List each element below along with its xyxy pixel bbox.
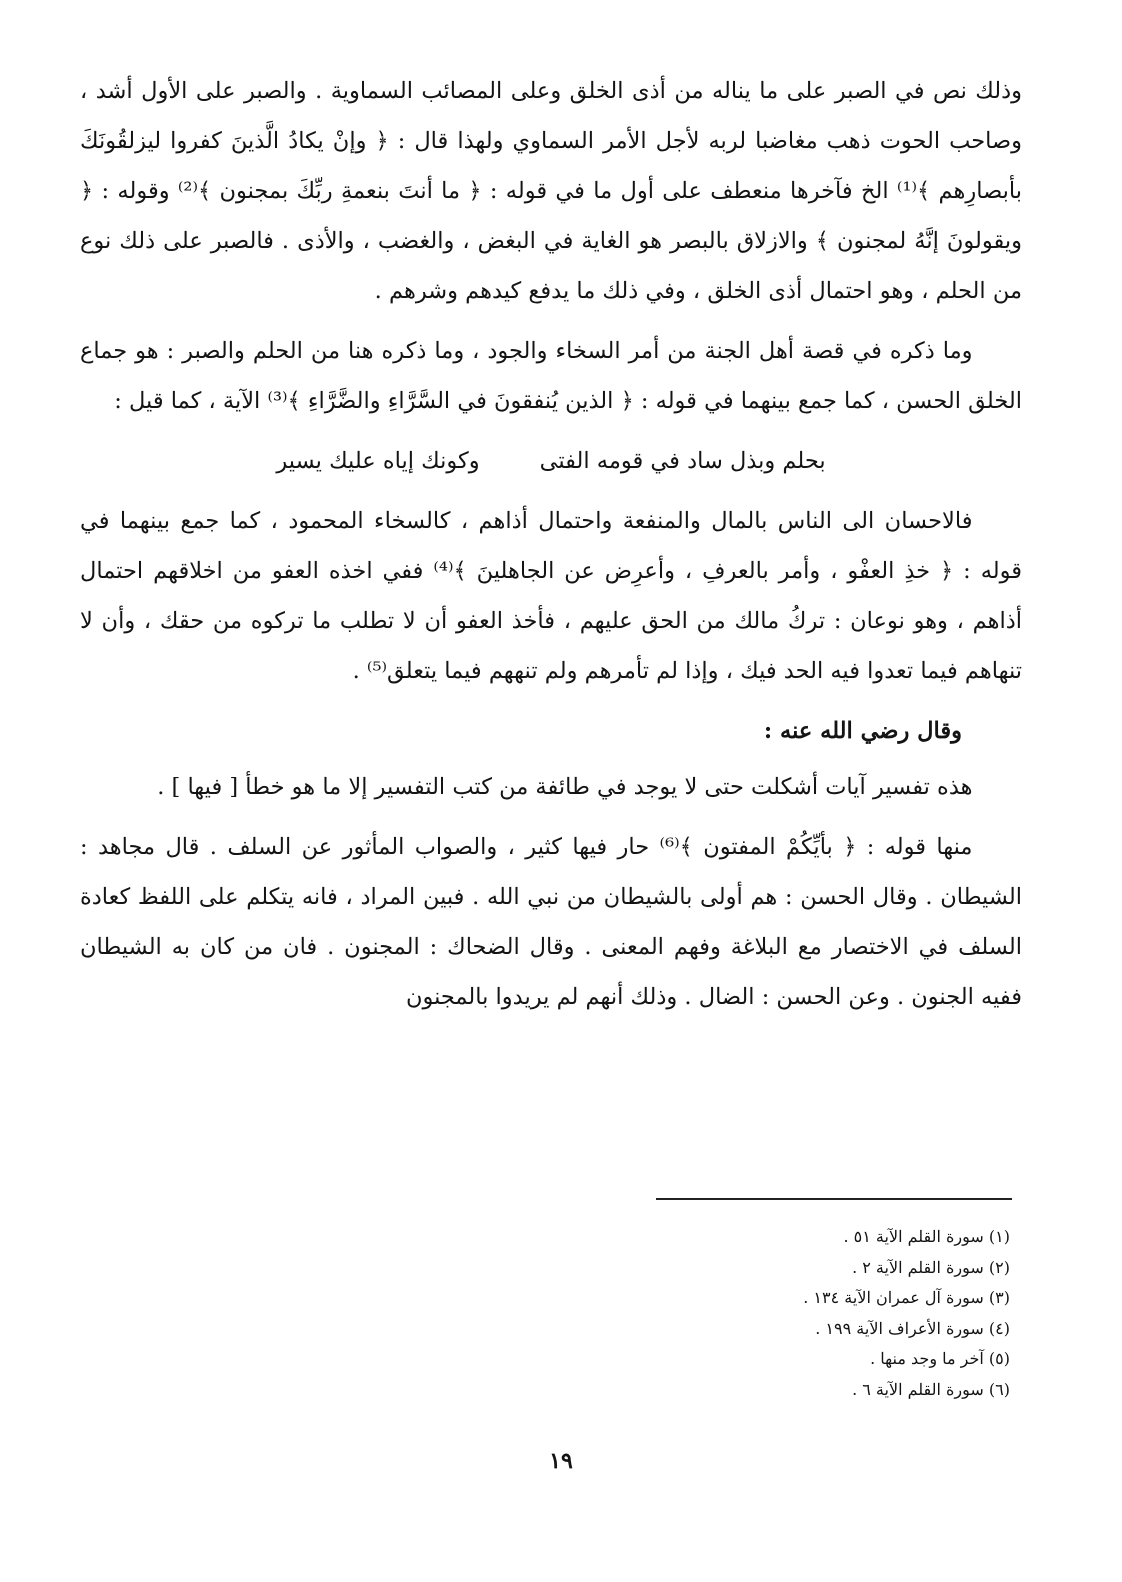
section-heading: وقال رضي الله عنه : — [763, 718, 962, 744]
footnote-5: (٥) آخر ما وجد منها . — [870, 1349, 1010, 1368]
footnotes-list — [510, 1222, 1010, 1405]
footnote-1: (١) سورة القلم الآية ٥١ . — [843, 1227, 1010, 1246]
paragraph-4: هذه تفسير آيات أشكلت حتى لا يوجد في طائفة من كتب التفسير إلا ما هو خطأ [ فيها ] . — [157, 774, 973, 800]
poetry-verse — [80, 436, 1022, 486]
verse-first-hemistich: بحلم وبذل ساد في قومه الفتى — [539, 448, 826, 474]
footnote-6: (٦) سورة القلم الآية ٦ . — [852, 1379, 1010, 1399]
paragraph-2: وما ذكره في قصة أهل الجنة من أمر السخاء والجود ، وما ذكره هنا من الحلم والصبر : هو جماع الخلق الحسن ، كما جمع بينهما في قوله : ﴿ الذين يُنفقونَ في السَّرَّاءِ والضَّرَّاءِ ﴾⁽³⁾ الآية ، كما قيل : — [80, 338, 1022, 414]
footnote-3: (٣) سورة آل عمران الآية ١٣٤ . — [803, 1288, 1010, 1307]
page-number: ١٩ — [549, 1448, 573, 1474]
footnote-divider — [656, 1198, 1012, 1200]
verse-second-hemistich: وكونك إياه عليك يسير — [276, 448, 480, 474]
footnote-2: (٢) سورة القلم الآية ٢ . — [852, 1257, 1010, 1277]
paragraph-5: منها قوله : ﴿ بأيِّكُمْ المفتون ﴾⁽⁶⁾ حار فيها كثير ، والصواب المأثور عن السلف . قال مجاهد : الشيطان . وقال الحسن : هم أولى بالشيطان من نبي الله . فبين المراد ، فانه يتكلم على اللفظ كعادة السلف في الاختصار مع البلاغة وفهم المعنى . وقال الضحاك : المجنون . فان من كان به الشيطان ففيه الجنون . وعن الحسن : الضال . وذلك أنهم لم يريدوا بالمجنون — [80, 834, 1022, 1010]
paragraph-1: وذلك نص في الصبر على ما يناله من أذى الخلق وعلى المصائب السماوية . والصبر على الأول أشد ، وصاحب الحوت ذهب مغاضبا لربه لأجل الأمر السماوي ولهذا قال : ﴿ وإنْ يكادُ الَّذينَ كفروا ليزلقُونَكَ بأبصارِهم ﴾⁽¹⁾ الخ فآخرها منعطف على أول ما في قوله : ﴿ ما أنتَ بنعمةِ ربِّكَ بمجنون ﴾⁽²⁾ وقوله : ﴿ ويقولونَ إنَّهُ لمجنون ﴾ والازلاق بالبصر هو الغاية في البغض ، والغضب ، والأذى . فالصبر على ذلك نوع من الحلم ، وهو احتمال أذى الخلق ، وفي ذلك ما يدفع كيدهم وشرهم . — [80, 78, 1022, 304]
main-text — [80, 66, 1022, 1032]
footnote-4: (٤) سورة الأعراف الآية ١٩٩ . — [815, 1318, 1010, 1338]
paragraph-3: فالاحسان الى الناس بالمال والمنفعة واحتمال أذاهم ، كالسخاء المحمود ، كما جمع بينهما في قوله : ﴿ خذِ العفْو ، وأمر بالعرفِ ، وأعرِض عن الجاهلينَ ﴾⁽⁴⁾ ففي اخذه العفو من اخلاقهم احتمال أذاهم ، وهو نوعان : تركُ مالك من الحق عليهم ، فأخذ العفو أن لا تطلب ما تركوه من حقك ، وأن لا تنهاهم فيما تعدوا فيه الحد فيك ، وإذا لم تأمرهم ولم تنههم فيما يتعلق⁽⁵⁾ . — [80, 508, 1022, 684]
